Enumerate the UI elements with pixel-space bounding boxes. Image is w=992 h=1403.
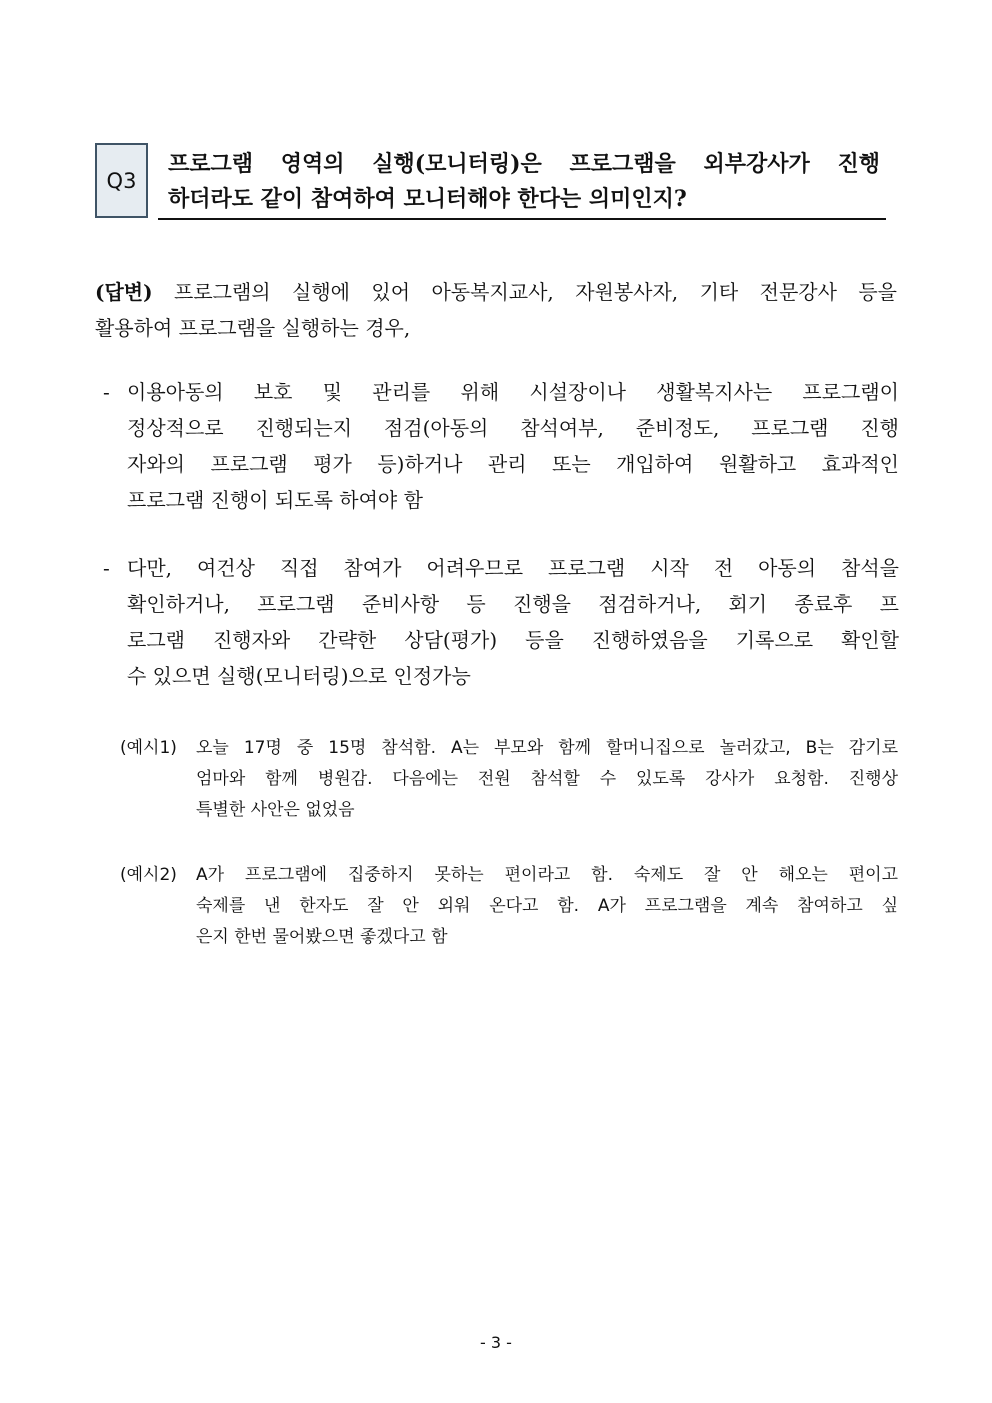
example-line: 숙제를 낸 한자도 잘 안 외워 온다고 함. A가 프로그램을 계속 참여하고 싶: [196, 896, 898, 916]
bullet-line: 이용아동의 보호 및 관리를 위해 시설장이나 생활복지사는 프로그램이: [127, 380, 899, 404]
question-line: 프로그램 영역의 실행(모니터링)은 프로그램을 외부강사가 진행: [168, 151, 880, 177]
bullet-line: 수 있으면 실행(모니터링)으로 인정가능: [127, 664, 471, 688]
bullet-dash: -: [103, 556, 110, 580]
bullet-line: 로그램 진행자와 간략한 상담(평가) 등을 진행하였음을 기록으로 확인할: [127, 628, 899, 652]
bullet-line: 프로그램 진행이 되도록 하여야 함: [127, 488, 423, 512]
question-number: Q3: [106, 168, 137, 193]
bullet-text: [127, 550, 899, 694]
example-text: [196, 860, 898, 953]
bullet-dash: -: [103, 380, 110, 404]
page-number: - 3 -: [480, 1333, 512, 1352]
example-line: 엄마와 함께 병원감. 다음에는 전원 참석할 수 있도록 강사가 요청함. 진행상: [196, 769, 898, 789]
question-title: [158, 143, 886, 220]
example-text: [196, 733, 898, 826]
example-line: 특별한 사안은 없었음: [196, 800, 355, 820]
answer-label: (답변): [95, 280, 153, 304]
example-line: 은지 한번 물어봤으면 좋겠다고 함: [196, 927, 448, 947]
bullet-text: [127, 374, 899, 518]
example-label: (예시1): [120, 738, 177, 758]
bullet-line: 정상적으로 진행되는지 점검(아동의 참석여부, 준비정도, 프로그램 진행: [127, 416, 899, 440]
example-label: (예시2): [120, 865, 177, 885]
bullet-line: 다만, 여건상 직접 참여가 어려우므로 프로그램 시작 전 아동의 참석을: [127, 556, 899, 580]
question-line: 하더라도 같이 참여하여 모니터해야 한다는 의미인지?: [168, 186, 687, 212]
answer-paragraph: [95, 274, 897, 346]
bullet-line: 자와의 프로그램 평가 등)하거나 관리 또는 개입하여 원활하고 효과적인: [127, 452, 899, 476]
question-number-box: [95, 143, 148, 218]
answer-line: (답변) 프로그램의 실행에 있어 아동복지교사, 자원봉사자, 기타 전문강사 등을: [95, 280, 897, 304]
example-line: A가 프로그램에 집중하지 못하는 편이라고 함. 숙제도 잘 안 해오는 편이고: [196, 865, 898, 885]
example-line: 오늘 17명 중 15명 참석함. A는 부모와 함께 할머니집으로 놀러갔고, B는 감기로: [196, 738, 898, 758]
bullet-line: 확인하거나, 프로그램 준비사항 등 진행을 점검하거나, 회기 종료후 프: [127, 592, 899, 616]
answer-line: 활용하여 프로그램을 실행하는 경우,: [95, 316, 411, 340]
